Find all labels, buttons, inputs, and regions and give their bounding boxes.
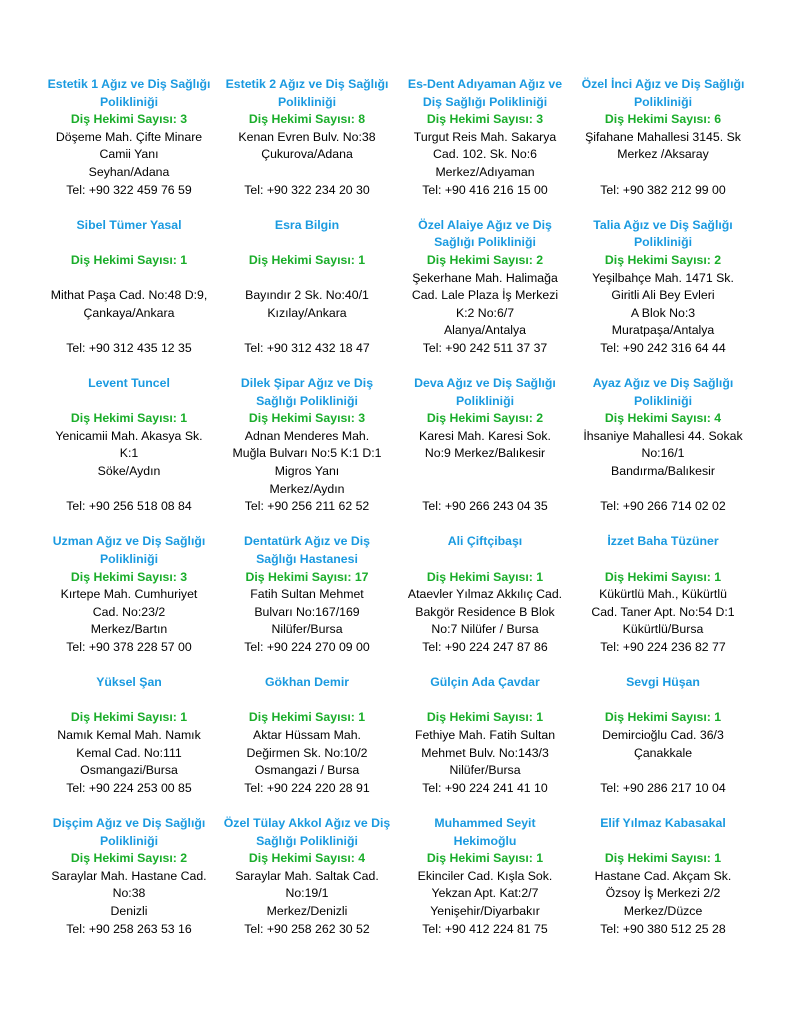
clinic-phone: Tel: +90 412 224 81 75 <box>422 921 548 936</box>
clinic-address: Söke/Aydın <box>97 464 161 479</box>
clinic-name: Levent Tuncel <box>88 376 170 391</box>
clinic-name: Sağlığı Polikliniği <box>434 235 536 250</box>
clinic-address: Şekerhane Mah. Halimağa <box>412 270 558 285</box>
clinic-entry <box>40 533 218 656</box>
clinic-name: Es-Dent Adıyaman Ağız ve <box>407 77 563 91</box>
clinic-address: Şifahane Mahallesi 3145. Sk <box>585 129 741 144</box>
clinic-address: Mithat Paşa Cad. No:48 D:9, <box>50 288 208 303</box>
dentist-count: Diş Hekimi Sayısı: 2 <box>426 411 544 426</box>
clinic-address: Kükürtlü/Bursa <box>622 622 704 637</box>
clinic-name: Polikliniği <box>99 94 159 109</box>
clinic-address: Çankaya/Ankara <box>83 305 175 320</box>
clinic-address: Osmangazi / Bursa <box>254 763 360 778</box>
clinic-address: A Blok No:3 <box>630 305 696 320</box>
clinic-address: Merkez /Aksaray <box>617 147 709 162</box>
clinic-phone: Tel: +90 256 211 62 52 <box>244 499 370 514</box>
clinic-name: Hekimoğlu <box>453 833 517 848</box>
clinic-address: Cad. Taner Apt. No:54 D:1 <box>591 604 735 619</box>
clinic-address: Merkez/Aydın <box>269 481 345 496</box>
clinic-address: No:19/1 <box>285 886 329 901</box>
clinic-entry <box>40 217 218 358</box>
clinic-name: Sağlığı Polikliniği <box>256 393 358 408</box>
clinic-directory <box>40 76 752 938</box>
clinic-address: Nilüfer/Bursa <box>271 622 343 637</box>
clinic-phone: Tel: +90 242 511 37 37 <box>422 340 548 355</box>
row-spacer <box>40 516 752 534</box>
clinic-address <box>576 164 750 182</box>
clinic-address: Camii Yanı <box>99 147 159 162</box>
clinic-address: K:2 No:6/7 <box>455 305 515 320</box>
clinic-name: Özel Alaiye Ağız ve Diş <box>418 217 552 232</box>
directory-row <box>40 76 752 199</box>
clinic-name <box>398 692 572 710</box>
clinic-phone: Tel: +90 224 220 28 91 <box>244 780 370 795</box>
clinic-address: Merkez/Adıyaman <box>435 164 535 179</box>
dentist-count: Diş Hekimi Sayısı: 3 <box>426 112 544 127</box>
clinic-address <box>220 270 394 288</box>
clinic-phone: Tel: +90 258 262 30 52 <box>244 921 370 936</box>
dentist-count: Diş Hekimi Sayısı: 3 <box>248 411 366 426</box>
clinic-address: K:1 <box>119 446 139 461</box>
clinic-entry <box>218 674 396 797</box>
clinic-address: Fethiye Mah. Fatih Sultan <box>414 727 556 742</box>
clinic-address: Bakgör Residence B Blok <box>415 604 555 619</box>
directory-row <box>40 217 752 358</box>
clinic-address: Cad. Lale Plaza İş Merkezi <box>411 288 559 303</box>
clinic-name: Polikliniği <box>633 393 693 408</box>
clinic-name <box>220 692 394 710</box>
dentist-count: Diş Hekimi Sayısı: 1 <box>426 710 544 725</box>
row-spacer <box>40 199 752 217</box>
dentist-count: Diş Hekimi Sayısı: 1 <box>604 851 722 866</box>
clinic-name: Gökhan Demir <box>264 675 350 690</box>
clinic-entry <box>396 533 574 656</box>
directory-row <box>40 533 752 656</box>
clinic-name: Dilek Şipar Ağız ve Diş <box>240 376 374 391</box>
clinic-name: Ali Çiftçibaşı <box>447 534 523 549</box>
clinic-entry <box>574 375 752 516</box>
clinic-phone: Tel: +90 224 270 09 00 <box>244 640 370 654</box>
clinic-phone: Tel: +90 380 512 25 28 <box>600 921 726 936</box>
clinic-name: Özel İnci Ağız ve Diş Sağlığı <box>581 77 745 91</box>
clinic-phone: Tel: +90 322 234 20 30 <box>244 182 370 197</box>
clinic-address: Yeşilbahçe Mah. 1471 Sk. <box>592 270 734 285</box>
clinic-address: Fatih Sultan Mehmet <box>250 587 364 602</box>
clinic-address: No:7 Nilüfer / Bursa <box>431 622 539 637</box>
clinic-address <box>398 463 572 481</box>
clinic-address: Kırtepe Mah. Cumhuriyet <box>60 587 198 602</box>
dentist-count: Diş Hekimi Sayısı: 2 <box>604 252 722 267</box>
clinic-entry <box>396 217 574 358</box>
dentist-count: Diş Hekimi Sayısı: 1 <box>248 252 366 267</box>
clinic-entry <box>574 533 752 656</box>
dentist-count: Diş Hekimi Sayısı: 1 <box>70 710 188 725</box>
clinic-address: Hastane Cad. Akçam Sk. <box>594 868 732 883</box>
dentist-count: Diş Hekimi Sayısı: 4 <box>248 851 366 866</box>
clinic-address: Cad. No:23/2 <box>92 604 166 619</box>
clinic-address: Kenan Evren Bulv. No:38 <box>238 129 376 144</box>
dentist-count: Diş Hekimi Sayısı: 2 <box>426 252 544 267</box>
row-spacer <box>40 797 752 815</box>
clinic-phone: Tel: +90 224 236 82 77 <box>600 640 726 654</box>
clinic-entry <box>218 76 396 199</box>
clinic-address: Demircioğlu Cad. 36/3 <box>602 727 724 742</box>
clinic-address: Yenişehir/Diyarbakır <box>430 903 540 918</box>
clinic-address: Giritli Ali Bey Evleri <box>611 288 715 303</box>
dentist-count: Diş Hekimi Sayısı: 3 <box>70 112 188 127</box>
clinic-phone: Tel: +90 378 228 57 00 <box>66 640 192 654</box>
clinic-address: Aktar Hüssam Mah. <box>253 727 361 742</box>
clinic-name: Polikliniği <box>455 393 515 408</box>
clinic-address: Muğla Bulvarı No:5 K:1 D:1 <box>232 446 382 461</box>
clinic-name: Gülçin Ada Çavdar <box>430 675 540 690</box>
clinic-address <box>398 481 572 499</box>
dentist-count: Diş Hekimi Sayısı: 1 <box>426 569 544 584</box>
clinic-address: Merkez/Denizli <box>266 903 348 918</box>
clinic-name: Elif Yılmaz Kabasakal <box>600 815 726 830</box>
clinic-address: Muratpaşa/Antalya <box>611 323 715 338</box>
clinic-entry <box>574 815 752 938</box>
clinic-address: Döşeme Mah. Çifte Minare <box>55 129 203 144</box>
clinic-name: Estetik 1 Ağız ve Diş Sağlığı <box>47 77 211 91</box>
clinic-name: Estetik 2 Ağız ve Diş Sağlığı <box>225 77 389 91</box>
clinic-name: Uzman Ağız ve Diş Sağlığı <box>52 534 206 549</box>
clinic-phone: Tel: +90 224 241 41 10 <box>422 780 548 795</box>
clinic-address: Değirmen Sk. No:10/2 <box>246 745 368 760</box>
dentist-count: Diş Hekimi Sayısı: 1 <box>248 710 366 725</box>
clinic-address: Kemal Cad. No:111 <box>76 745 182 760</box>
clinic-address: Alanya/Antalya <box>443 323 527 338</box>
clinic-entry <box>574 217 752 358</box>
clinic-address <box>42 481 216 499</box>
clinic-name: Polikliniği <box>277 94 337 109</box>
clinic-phone: Tel: +90 416 216 15 00 <box>422 182 548 197</box>
directory-row <box>40 674 752 797</box>
clinic-address: Ataevler Yılmaz Akkılıç Cad. <box>407 587 563 602</box>
clinic-address: Saraylar Mah. Saltak Cad. <box>235 868 379 883</box>
clinic-address: Osmangazi/Bursa <box>80 763 178 778</box>
clinic-address: No:9 Merkez/Balıkesir <box>424 446 546 461</box>
clinic-name: Sağlığı Polikliniği <box>256 833 358 848</box>
clinic-entry <box>396 76 574 199</box>
directory-row <box>40 815 752 938</box>
clinic-phone: Tel: +90 266 243 04 35 <box>422 499 548 514</box>
clinic-phone: Tel: +90 322 459 76 59 <box>66 182 192 197</box>
clinic-address: No:38 <box>112 886 146 901</box>
clinic-name: Polikliniği <box>99 833 159 848</box>
clinic-address: Bandırma/Balıkesir <box>611 464 715 479</box>
clinic-entry <box>218 815 396 938</box>
clinic-name: Sibel Tümer Yasal <box>76 217 182 232</box>
clinic-entry <box>40 674 218 797</box>
clinic-address: Saraylar Mah. Hastane Cad. <box>51 868 207 883</box>
clinic-address: Kızılay/Ankara <box>267 305 347 320</box>
dentist-count: Diş Hekimi Sayısı: 1 <box>604 569 722 584</box>
clinic-entry <box>40 375 218 516</box>
clinic-name <box>576 692 750 710</box>
clinic-address <box>42 322 216 340</box>
clinic-address <box>42 270 216 288</box>
clinic-entry <box>396 815 574 938</box>
clinic-address <box>576 481 750 499</box>
clinic-entry <box>574 674 752 797</box>
clinic-phone: Tel: +90 224 253 00 85 <box>66 780 192 795</box>
clinic-phone: Tel: +90 312 435 12 35 <box>66 340 192 355</box>
clinic-entry <box>396 375 574 516</box>
clinic-name: Ayaz Ağız ve Diş Sağlığı <box>592 376 734 391</box>
clinic-entry <box>396 674 574 797</box>
clinic-address: Cad. 102. Sk. No:6 <box>433 147 537 162</box>
clinic-address: Çukurova/Adana <box>261 147 353 162</box>
clinic-name: Diş Sağlığı Polikliniği <box>422 94 548 109</box>
dentist-count: Diş Hekimi Sayısı: 6 <box>604 112 722 127</box>
clinic-address: Adnan Menderes Mah. <box>244 428 370 443</box>
clinic-address: Kükürtlü Mah., Kükürtlü <box>599 587 727 602</box>
clinic-name: Polikliniği <box>633 235 693 250</box>
clinic-address: Bulvarı No:167/169 <box>254 604 360 619</box>
dentist-count: Diş Hekimi Sayısı: 3 <box>70 569 188 584</box>
row-spacer <box>40 358 752 376</box>
dentist-count: Diş Hekimi Sayısı: 1 <box>70 252 188 267</box>
clinic-name <box>220 234 394 252</box>
clinic-phone: Tel: +90 312 432 18 47 <box>244 340 370 355</box>
dentist-count: Diş Hekimi Sayısı: 1 <box>604 710 722 725</box>
clinic-address <box>576 762 750 780</box>
clinic-entry <box>218 375 396 516</box>
clinic-name: Sağlığı Hastanesi <box>256 552 358 567</box>
clinic-name: Dentatürk Ağız ve Diş <box>244 534 370 549</box>
row-spacer <box>40 657 752 675</box>
clinic-address: Yenicamii Mah. Akasya Sk. <box>55 428 203 443</box>
clinic-entry <box>574 76 752 199</box>
clinic-phone: Tel: +90 286 217 10 04 <box>600 780 726 795</box>
clinic-name <box>42 234 216 252</box>
clinic-address: Seyhan/Adana <box>88 164 170 179</box>
clinic-phone: Tel: +90 256 518 08 84 <box>66 499 192 514</box>
clinic-address: Turgut Reis Mah. Sakarya <box>413 129 557 144</box>
clinic-address <box>220 164 394 182</box>
clinic-name: Muhammed Seyit <box>434 815 536 830</box>
clinic-address: Merkez/Bartın <box>90 622 168 637</box>
clinic-address: Çanakkale <box>633 745 693 760</box>
clinic-phone: Tel: +90 382 212 99 00 <box>600 182 726 197</box>
clinic-address: Özsoy İş Merkezi 2/2 <box>605 886 721 901</box>
clinic-address: Merkez/Düzce <box>623 903 703 918</box>
dentist-count: Diş Hekimi Sayısı: 2 <box>70 851 188 866</box>
clinic-address: Mehmet Bulv. No:143/3 <box>421 745 549 760</box>
dentist-count: Diş Hekimi Sayısı: 8 <box>248 112 366 127</box>
clinic-phone: Tel: +90 224 247 87 86 <box>422 640 548 654</box>
clinic-address <box>220 322 394 340</box>
clinic-name: Yüksel Şan <box>96 675 162 690</box>
clinic-address: Bayındır 2 Sk. No:40/1 <box>245 288 369 303</box>
clinic-address: Ekinciler Cad. Kışla Sok. <box>417 868 553 883</box>
directory-row <box>40 375 752 516</box>
clinic-phone: Tel: +90 266 714 02 02 <box>600 499 726 514</box>
clinic-name: Polikliniği <box>99 552 159 567</box>
clinic-entry <box>40 815 218 938</box>
clinic-name: Talia Ağız ve Diş Sağlığı <box>593 217 733 232</box>
clinic-entry <box>218 217 396 358</box>
clinic-address: Yekzan Apt. Kat:2/7 <box>431 886 539 901</box>
clinic-name: Esra Bilgin <box>274 217 340 232</box>
clinic-name <box>576 833 750 851</box>
dentist-count: Diş Hekimi Sayısı: 17 <box>245 569 369 584</box>
clinic-name <box>42 692 216 710</box>
clinic-phone: Tel: +90 242 316 64 44 <box>600 340 726 355</box>
clinic-entry <box>218 533 396 656</box>
clinic-name <box>576 551 750 569</box>
clinic-address: Denizli <box>110 903 148 918</box>
clinic-address: Namık Kemal Mah. Namık <box>57 727 201 742</box>
clinic-name: Deva Ağız ve Diş Sağlığı <box>414 376 556 391</box>
clinic-name: İzzet Baha Tüzüner <box>607 534 719 549</box>
clinic-name <box>398 551 572 569</box>
clinic-phone: Tel: +90 258 263 53 16 <box>66 921 192 936</box>
dentist-count: Diş Hekimi Sayısı: 4 <box>604 411 722 426</box>
clinic-entry <box>40 76 218 199</box>
clinic-name: Dişçim Ağız ve Diş Sağlığı <box>52 815 206 830</box>
clinic-name: Polikliniği <box>633 94 693 109</box>
dentist-count: Diş Hekimi Sayısı: 1 <box>426 851 544 866</box>
clinic-name <box>42 393 216 411</box>
clinic-address: Karesi Mah. Karesi Sok. <box>419 428 551 443</box>
clinic-address: No:16/1 <box>641 446 685 461</box>
clinic-name: Sevgi Hüşan <box>626 675 700 690</box>
clinic-address: Nilüfer/Bursa <box>449 763 521 778</box>
clinic-address: İhsaniye Mahallesi 44. Sokak <box>583 428 743 443</box>
clinic-address: Migros Yanı <box>274 464 340 479</box>
dentist-count: Diş Hekimi Sayısı: 1 <box>70 411 188 426</box>
clinic-name: Özel Tülay Akkol Ağız ve Diş <box>223 815 391 830</box>
